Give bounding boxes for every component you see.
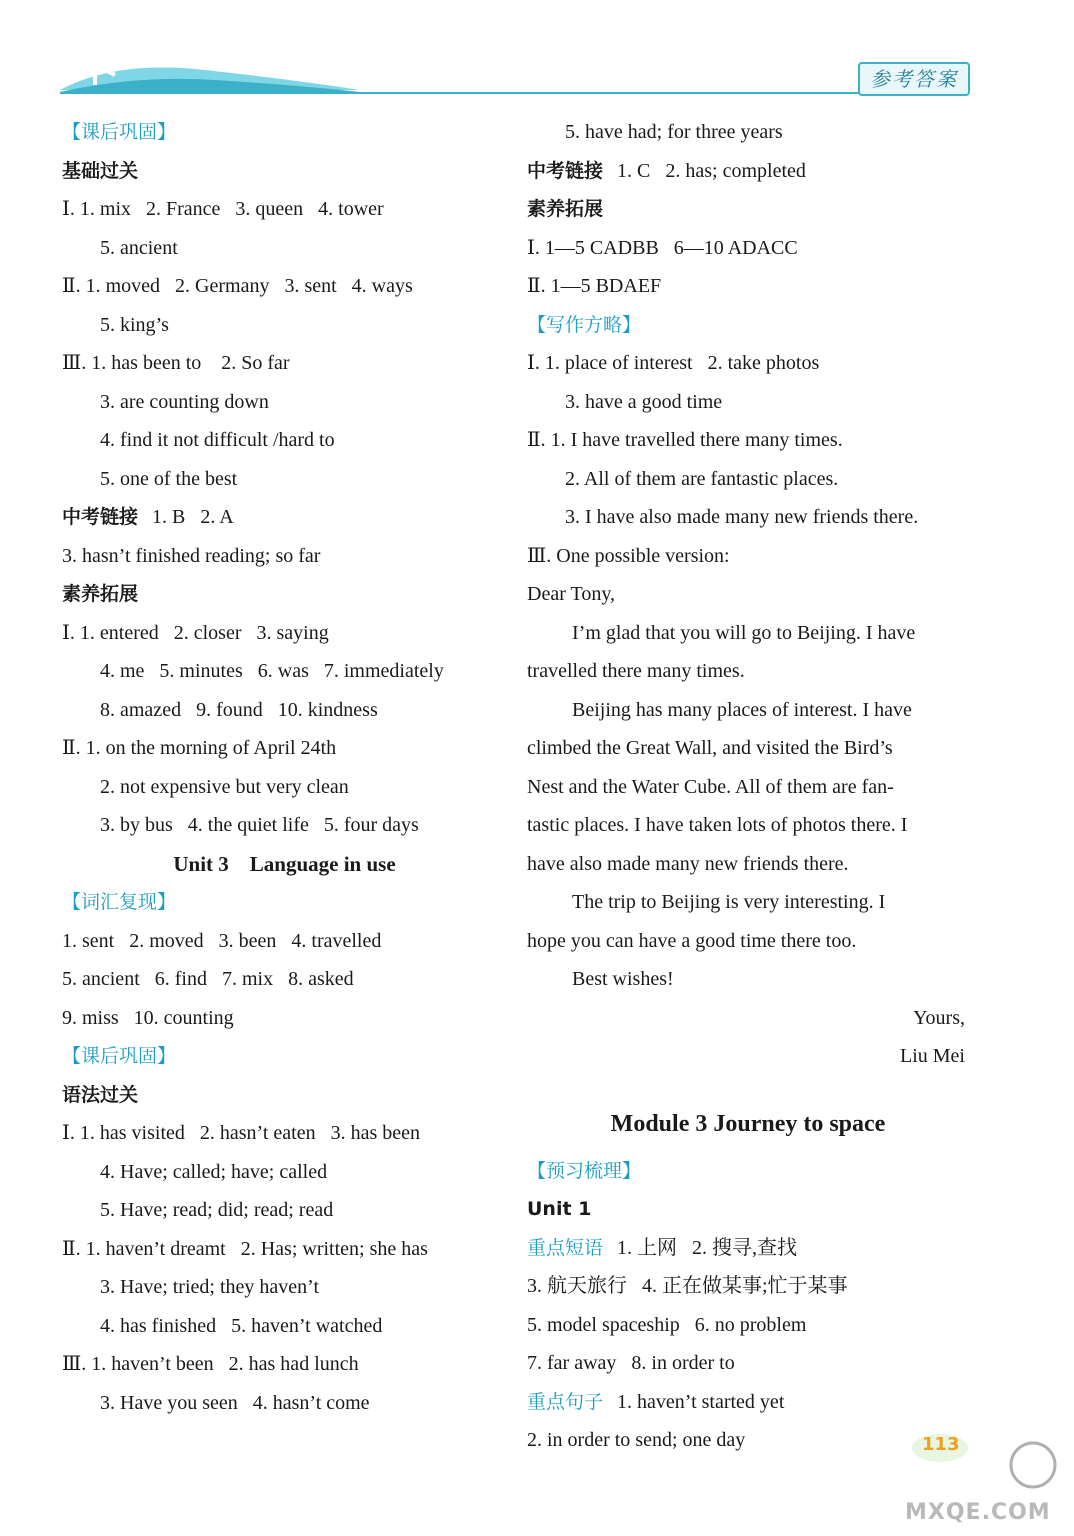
answer-line: The trip to Beijing is very interesting. I <box>572 891 886 913</box>
answer-line: Ⅱ. 1. I have travelled there many times. <box>527 429 843 451</box>
answer-line: Yours, <box>913 1006 965 1029</box>
left-column <box>62 113 507 1422</box>
answer-line: Liu Mei <box>900 1045 965 1067</box>
answer-line: 2. not expensive but very clean <box>100 775 349 798</box>
answer-line: 5. model spaceship 6. no problem <box>527 1313 807 1336</box>
answer-line: 3. I have also made many new friends there. <box>565 506 919 528</box>
header-rule <box>60 92 860 94</box>
answer-line: Ⅰ. 1. mix 2. France 3. queen 4. tower <box>62 198 384 220</box>
keyword-label: 重点句子 <box>527 1390 604 1413</box>
answer-line: 7. far away 8. in order to <box>527 1352 735 1374</box>
answer-line: Ⅰ. 1. place of interest 2. take photos <box>527 352 820 374</box>
answer-line: 8. amazed 9. found 10. kindness <box>100 698 378 721</box>
answer-line: Beijing has many places of interest. I have <box>572 698 912 721</box>
answer-line: 3. by bus 4. the quiet life 5. four days <box>100 814 419 836</box>
answer-line: 2. in order to send; one day <box>527 1429 746 1451</box>
answer-line: 5. have had; for three years <box>565 121 783 143</box>
answer-line: 4. find it not difficult /hard to <box>100 429 335 451</box>
answer-line: Ⅱ. 1. on the morning of April 24th <box>62 737 337 759</box>
keyword-label: 中考链接 <box>527 159 604 182</box>
answer-line: 3. have a good time <box>565 390 723 413</box>
answer-line: Dear Tony, <box>527 583 616 605</box>
answer-line: 4. Have; called; have; called <box>100 1160 328 1183</box>
section-tag: 【预习梳理】 <box>527 1159 642 1182</box>
answer-line: travelled there many times. <box>527 660 745 682</box>
answer-line: 3. are counting down <box>100 390 269 413</box>
answer-line: 5. Have; read; did; read; read <box>100 1199 334 1221</box>
answer-line: Ⅲ. One possible version: <box>527 544 730 567</box>
answer-line: 5. ancient <box>100 236 178 259</box>
unit-title: Unit 3 Language in use <box>173 851 396 876</box>
answer-text: 1. haven’t started yet <box>617 1390 785 1413</box>
answer-line <box>527 1383 969 1422</box>
answer-line: Ⅰ. 1. entered 2. closer 3. saying <box>62 621 329 644</box>
answer-line: Best wishes! <box>572 968 674 990</box>
answer-line: have also made many new friends there. <box>527 852 849 875</box>
watermark-text: MXQE.COM <box>905 1500 1051 1525</box>
answer-line: Ⅰ. 1—5 CADBB 6—10 ADACC <box>527 236 798 259</box>
answer-line: Ⅱ. 1. haven’t dreamt 2. Has; written; she has <box>62 1237 428 1260</box>
section-tag: 【课后巩固】 <box>62 1045 177 1067</box>
answer-line: 9. miss 10. counting <box>62 1006 234 1029</box>
answer-line: 1. sent 2. moved 3. been 4. travelled <box>62 929 382 952</box>
answer-line <box>62 498 507 537</box>
answer-line: 5. ancient 6. find 7. mix 8. asked <box>62 968 354 990</box>
answer-text: 1. C 2. has; completed <box>617 159 806 182</box>
answer-line: climbed the Great Wall, and visited the Bird’s <box>527 737 893 759</box>
spacer <box>527 1076 969 1096</box>
answer-line: I’m glad that you will go to Beijing. I have <box>572 621 916 644</box>
answer-line: 3. 航天旅行 4. 正在做某事;忙于某事 <box>527 1275 848 1297</box>
answer-line: 2. All of them are fantastic places. <box>565 467 839 490</box>
answer-line: Ⅱ. 1. moved 2. Germany 3. sent 4. ways <box>62 275 413 297</box>
answer-line: Nest and the Water Cube. All of them are fan- <box>527 775 894 798</box>
section-heading: 语法过关 <box>62 1083 139 1106</box>
section-tag: 【课后巩固】 <box>62 121 177 143</box>
section-tag: 【写作方略】 <box>527 313 642 336</box>
answer-line: 4. me 5. minutes 6. was 7. immediately <box>100 660 444 682</box>
section-heading: 素养拓展 <box>62 583 139 605</box>
answer-line <box>527 1229 969 1268</box>
right-column <box>527 113 969 1460</box>
section-heading: 基础过关 <box>62 159 139 182</box>
answer-key-label: 参考答案 <box>858 62 970 96</box>
answer-line: tastic places. I have taken lots of photos there. I <box>527 814 908 836</box>
answer-line: hope you can have a good time there too. <box>527 929 857 952</box>
page-number: 113 <box>922 1434 960 1455</box>
answer-line: Ⅲ. 1. haven’t been 2. has had lunch <box>62 1353 359 1375</box>
header-decoration <box>55 40 365 95</box>
answer-line: 3. Have you seen 4. hasn’t come <box>100 1391 370 1414</box>
answer-line: 3. Have; tried; they haven’t <box>100 1276 320 1298</box>
section-heading: Unit 1 <box>527 1198 592 1220</box>
answer-line: 5. king’s <box>100 313 169 336</box>
answer-text: 1. 上网 2. 搜寻,查找 <box>617 1236 798 1259</box>
module-title: Module 3 Journey to space <box>610 1110 886 1137</box>
answer-line: Ⅰ. 1. has visited 2. hasn’t eaten 3. has been <box>62 1122 421 1144</box>
answer-line: 4. has finished 5. haven’t watched <box>100 1314 383 1337</box>
answer-text: 1. B 2. A <box>152 506 234 528</box>
section-heading: 素养拓展 <box>527 198 604 220</box>
keyword-label: 重点短语 <box>527 1236 604 1259</box>
answer-line <box>527 152 969 191</box>
answer-line: 3. hasn’t finished reading; so far <box>62 544 321 567</box>
keyword-label: 中考链接 <box>62 506 139 528</box>
section-tag: 【词汇复现】 <box>62 891 177 913</box>
answer-line: Ⅱ. 1—5 BDAEF <box>527 275 662 297</box>
answer-line: 5. one of the best <box>100 467 238 490</box>
answer-line: Ⅲ. 1. has been to 2. So far <box>62 352 290 374</box>
